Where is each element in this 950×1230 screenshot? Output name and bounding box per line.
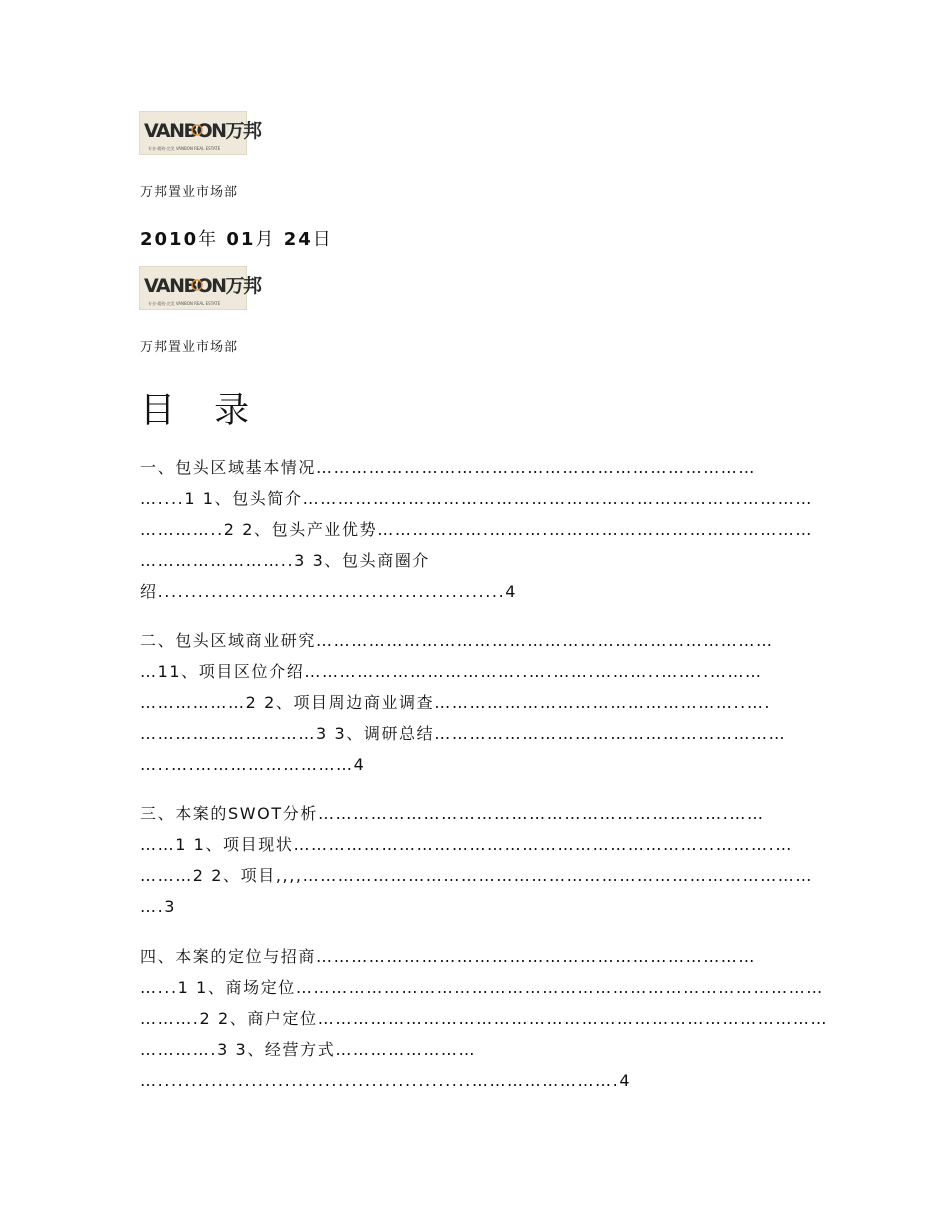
toc-title: 目 录 bbox=[140, 391, 264, 431]
date-day: 24 bbox=[283, 229, 313, 250]
department-label: 万邦置业市场部 bbox=[140, 185, 239, 200]
logo-tagline: 专业·精致·完美 VANBON REAL ESTATE bbox=[148, 301, 221, 306]
toc-line: ………2 2、项目,,,,…………………………………………………………………………… bbox=[140, 866, 813, 885]
toc-line: ……….2 2、商户定位…………………………………………………………………………… bbox=[140, 1009, 829, 1028]
toc-line: …………………………3 3、调研总结…………………………………………………… bbox=[140, 724, 787, 743]
date-month-unit: 月 bbox=[255, 229, 276, 250]
toc-line: 三、本案的SWOT分析…………………………………………………………….…… bbox=[140, 804, 765, 823]
department-label-repeat: 万邦置业市场部 bbox=[140, 340, 239, 355]
toc-line: …....1 1、包头简介…………………………………………………………………………… bbox=[140, 489, 813, 508]
company-logo bbox=[139, 111, 261, 155]
toc-line: …...1 1、商场定位……………………………………………………………………………… bbox=[140, 978, 824, 997]
logo-tagline: 专业·精致·完美 VANBON REAL ESTATE bbox=[148, 146, 221, 151]
toc-line: …..….………………………4 bbox=[140, 755, 366, 774]
toc-line: ……1 1、项目现状……………………………………………………………………….… bbox=[140, 835, 793, 854]
company-logo-repeat bbox=[139, 266, 261, 310]
document-date bbox=[140, 225, 333, 251]
toc-line: …11、项目区位介绍………………………………..….…….………..……..……… bbox=[140, 662, 763, 681]
toc-section-4 bbox=[140, 941, 829, 1096]
toc-line: 绍....................................................4 bbox=[140, 582, 518, 601]
toc-line: …...............................................…………………….4 bbox=[140, 1071, 632, 1090]
toc-section-1 bbox=[140, 452, 820, 607]
toc-line: ….3 bbox=[140, 897, 177, 916]
toc-section-3 bbox=[140, 798, 820, 922]
date-day-unit: 日 bbox=[312, 229, 333, 250]
toc-line: 二、包头区域商业研究…………………………………………………………………… bbox=[140, 631, 774, 650]
date-year-unit: 年 bbox=[198, 229, 219, 250]
toc-line: 一、包头区域基本情况………………………………………………………………… bbox=[140, 458, 756, 477]
toc-line: ………………2 2、项目周边商业调查……………………………………………..…. bbox=[140, 693, 772, 712]
logo-wordmark: VANBON万邦 bbox=[144, 275, 261, 297]
toc-line: ……………………..3 3、包头商圈介 bbox=[140, 551, 431, 570]
date-year: 2010 bbox=[140, 229, 199, 250]
toc-line: ………….3 3、经营方式…………………… bbox=[140, 1040, 477, 1059]
logo-wordmark: VANBON万邦 bbox=[144, 120, 261, 142]
toc-line: …………..2 2、包头产业优势……………….……….……………………………………… bbox=[140, 520, 813, 539]
toc-line: 四、本案的定位与招商………………………………………………………………… bbox=[140, 947, 756, 966]
date-month: 01 bbox=[226, 229, 256, 250]
toc-section-2 bbox=[140, 625, 820, 780]
